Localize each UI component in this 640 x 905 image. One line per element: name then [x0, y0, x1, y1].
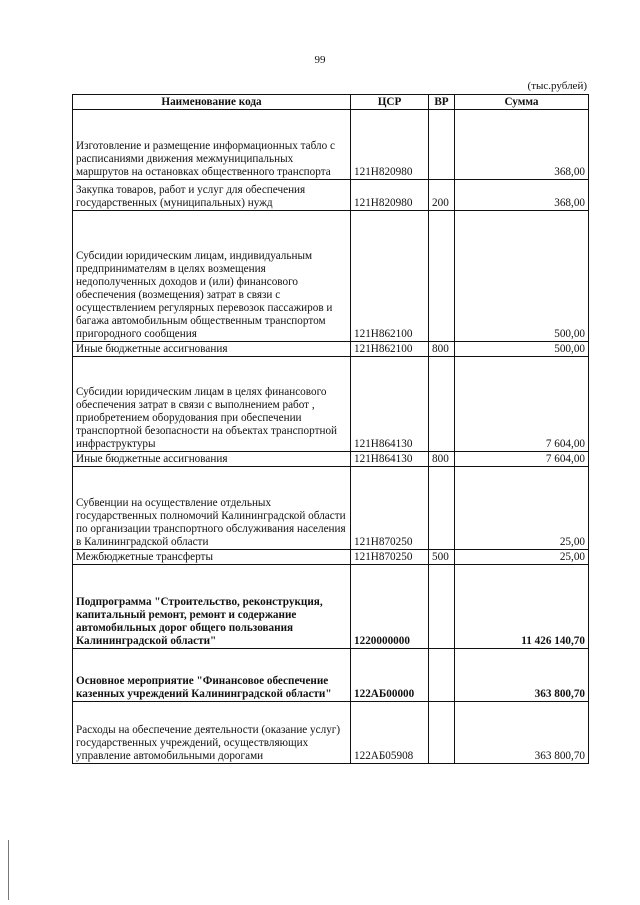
row-csr: 121Н870250	[351, 467, 429, 550]
units-label: (тыс.рублей)	[527, 80, 587, 92]
row-name: Основное мероприятие "Финансовое обеспечение казенных учреждений Калининградской области"	[73, 649, 351, 702]
row-csr: 121Н862100	[351, 342, 429, 357]
page-number: 99	[314, 54, 326, 66]
row-sum: 363 800,70	[455, 702, 589, 764]
row-vr	[429, 702, 455, 764]
row-sum: 11 426 140,70	[455, 565, 589, 649]
row-name: Межбюджетные трансферты	[73, 550, 351, 565]
row-name: Изготовление и размещение информационных табло с расписаниями движения межмуниципальных маршрутов на остановках общественного транспорта	[73, 110, 351, 180]
table-row	[73, 110, 589, 180]
row-sum: 368,00	[455, 110, 589, 180]
row-vr	[429, 649, 455, 702]
row-vr	[429, 565, 455, 649]
row-name: Подпрограмма "Строительство, реконструкция, капитальный ремонт, ремонт и содержание автомобильных дорог общего пользования Калининградской области"	[73, 565, 351, 649]
row-sum: 7 604,00	[455, 357, 589, 452]
header-name: Наименование кода	[73, 95, 351, 110]
row-csr: 121Н820980	[351, 110, 429, 180]
table-row	[73, 550, 589, 565]
row-csr: 121Н820980	[351, 180, 429, 211]
row-csr: 121Н864130	[351, 452, 429, 467]
row-sum: 25,00	[455, 467, 589, 550]
table-row	[73, 452, 589, 467]
row-csr: 122АБ00000	[351, 649, 429, 702]
row-sum: 25,00	[455, 550, 589, 565]
row-name: Субсидии юридическим лицам в целях финансового обеспечения затрат в связи с выполнением работ , приобретением оборудования при обеспечении транспортной безопасности на объектах транспортной инфраструктуры	[73, 357, 351, 452]
row-vr: 500	[429, 550, 455, 565]
row-vr	[429, 110, 455, 180]
table-row	[73, 342, 589, 357]
row-name: Иные бюджетные ассигнования	[73, 452, 351, 467]
table-row	[73, 180, 589, 211]
row-csr: 121Н864130	[351, 357, 429, 452]
row-sum: 500,00	[455, 211, 589, 342]
header-vr: ВР	[429, 95, 455, 110]
table-row	[73, 649, 589, 702]
row-name: Субвенции на осуществление отдельных государственных полномочий Калининградской области по организации транспортного обслуживания населения в Калининградской области	[73, 467, 351, 550]
row-csr: 121Н862100	[351, 211, 429, 342]
row-name: Иные бюджетные ассигнования	[73, 342, 351, 357]
row-name: Закупка товаров, работ и услуг для обеспечения государственных (муниципальных) нужд	[73, 180, 351, 211]
row-name: Расходы на обеспечение деятельности (оказание услуг) государственных учреждений, осуществляющих управление автомобильными дорогами	[73, 702, 351, 764]
row-vr: 800	[429, 452, 455, 467]
margin-line	[0, 840, 9, 900]
row-csr: 1220000000	[351, 565, 429, 649]
table-row	[73, 565, 589, 649]
row-sum: 500,00	[455, 342, 589, 357]
row-sum: 368,00	[455, 180, 589, 211]
row-vr: 200	[429, 180, 455, 211]
row-csr: 122АБ05908	[351, 702, 429, 764]
table-row	[73, 357, 589, 452]
header-sum: Сумма	[455, 95, 589, 110]
row-vr	[429, 211, 455, 342]
budget-table	[72, 94, 589, 764]
table-header-row	[73, 95, 589, 110]
row-name: Субсидии юридическим лицам, индивидуальным предпринимателям в целях возмещения недополученных доходов и (или) финансового обеспечения (возмещения) затрат в связи с осуществлением регулярных перевозок пассажиров и багажа автомобильным общественным транспортом пригородного сообщения	[73, 211, 351, 342]
header-csr: ЦСР	[351, 95, 429, 110]
table-row	[73, 467, 589, 550]
table-row	[73, 211, 589, 342]
row-vr	[429, 357, 455, 452]
row-csr: 121Н870250	[351, 550, 429, 565]
row-sum: 7 604,00	[455, 452, 589, 467]
row-vr	[429, 467, 455, 550]
row-sum: 363 800,70	[455, 649, 589, 702]
row-vr: 800	[429, 342, 455, 357]
table-row	[73, 702, 589, 764]
